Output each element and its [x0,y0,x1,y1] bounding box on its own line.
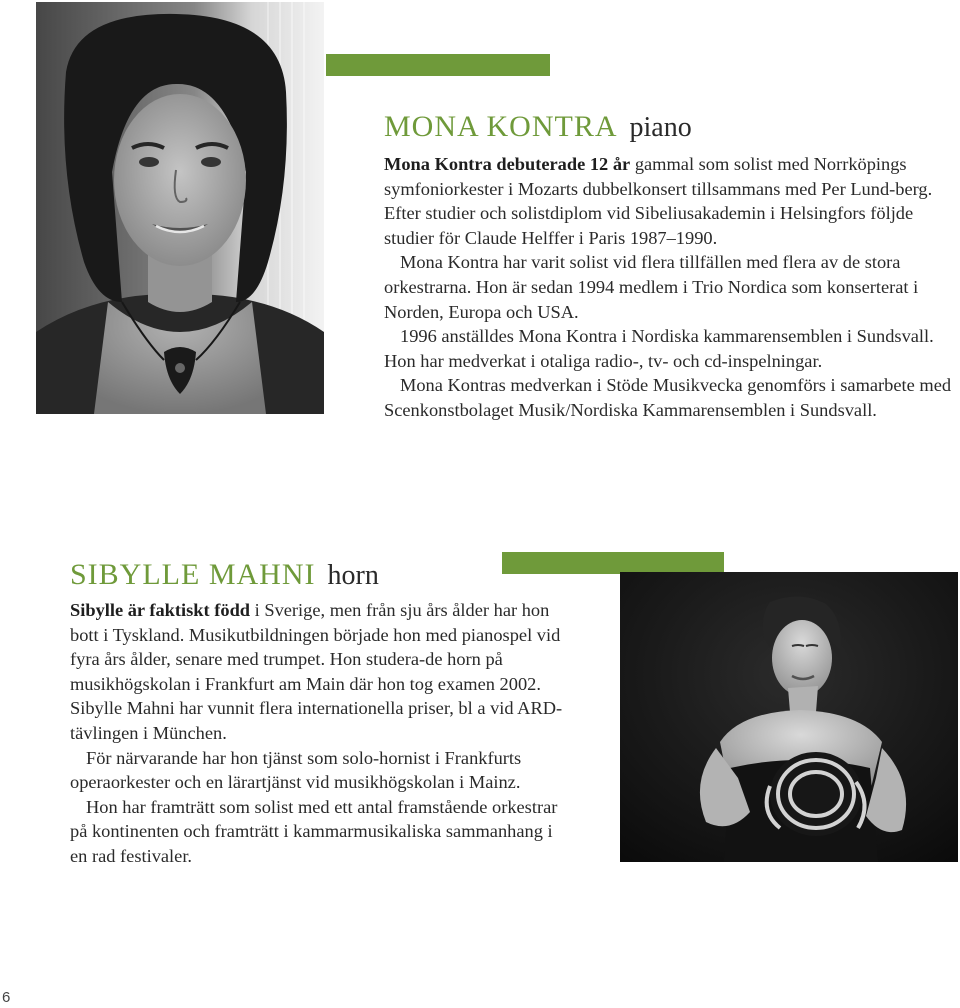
sibylle-mahni-photo [620,572,958,862]
sibylle-role: horn [327,560,379,591]
mona-heading [384,110,692,144]
mona-paragraph-2: Mona Kontra har varit solist vid flera tillfällen med flera av de stora orkestrarna. Hon är sedan 1994 medlem i Trio Nordica som konserterat i Norden, Europa och USA. [384,252,919,322]
mona-name: MONA KONTRA [384,110,618,143]
page-number: 6 [2,989,11,1006]
sibylle-paragraph-1-text: i Sverige, men från sju års ålder har hon bott i Tyskland. Musikutbildningen började hon med pianospel vid fyra års ålder, senare med trumpet. Hon studera-de horn på musikhögskolan i Frankfurt am Main där hon tog examen 2002. Sibylle Mahni har vunnit flera internationella priser, bl a vid ARD-tävlingen i München. [70,600,563,743]
sibylle-heading [70,558,379,592]
mona-paragraph-3: 1996 anställdes Mona Kontra i Nordiska kammarensemblen i Sundsvall. Hon har medverkat i otaliga radio-, tv- och cd-inspelningar. [384,326,934,371]
mona-role: piano [629,112,692,143]
mona-lead: Mona Kontra debuterade 12 år [384,154,631,174]
mona-biography [384,152,958,423]
mona-accent-bar [326,54,550,76]
mona-kontra-photo [36,2,324,414]
mona-paragraph-4: Mona Kontras medverkan i Stöde Musikvecka genomförs i samarbete med Scenkonstbolaget Musik/Nordiska Kammarensemblen i Sundsvall. [384,375,952,420]
sibylle-lead: Sibylle är faktiskt född [70,600,251,620]
sibylle-paragraph-2: För närvarande har hon tjänst som solo-hornist i Frankfurts operaorkester och en lärartjänst vid musikhögskolan i Mainz. [70,747,522,793]
mona-paragraph-1-text: gammal som solist med Norrköpings symfoniorkester i Mozarts dubbelkonsert tillsammans med Per Lund-berg. Efter studier och solistdiplom vid Sibeliusakademin i Helsingfors följde studier för Claude Helffer i Paris 1987–1990. [384,154,933,248]
sibylle-biography [70,598,564,869]
mona-paragraph-1 [384,152,958,250]
sibylle-name: SIBYLLE MAHNI [70,558,316,591]
sibylle-paragraph-1 [70,598,564,746]
sibylle-paragraph-3: Hon har framträtt som solist med ett antal framstående orkestrar på kontinenten och framträtt i kammarmusikaliska sammanhang i en rad festivaler. [70,796,558,866]
sibylle-accent-bar [502,552,724,574]
